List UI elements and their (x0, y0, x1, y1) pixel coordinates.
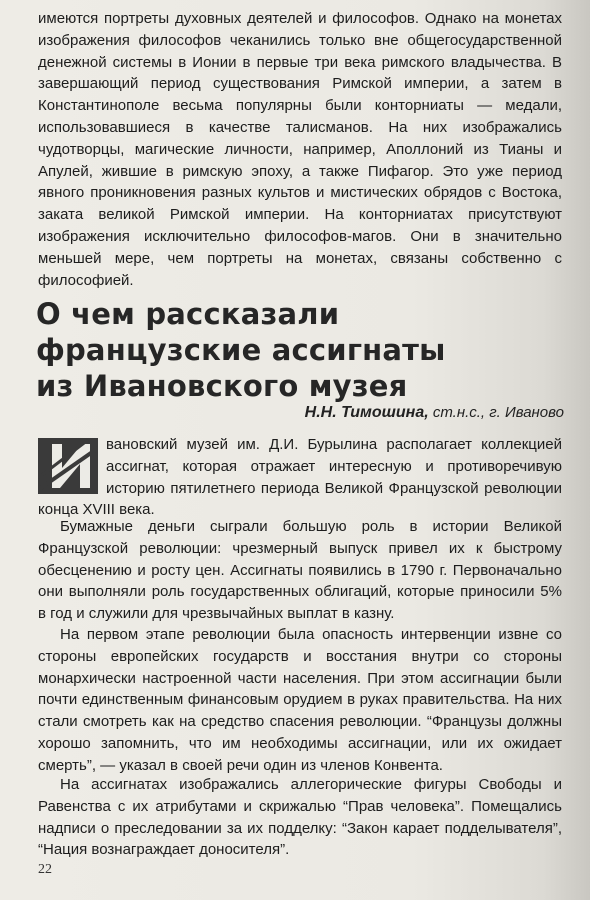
article-title (36, 296, 556, 404)
author-info: ст.н.с., г. Иваново (432, 404, 564, 421)
body-paragraph: На первом этапе революции была опасность интервенции извне со стороны европейских государств и восстания внутри со стороны монархически настроенной части населения. При этом ассигнации были почти единственным финансовым орудием в руках правительства. На них стали смотреть как на средство спасения революции. “Французы должны хорошо запомнить, что им необходимы ассигнации, или их ожидает смерть”, — указал в своей речи один из членов Конвента. (38, 626, 562, 774)
title-line: О чем рассказали (36, 297, 340, 331)
intro-paragraph: имеются портреты духовных деятелей и философов. Однако на монетах изображения философов чеканились только вне общегосударственной денежной системы в Ионии в первые три века римского владычества. В завершающий период существования Римской империи, а затем в Константинополе весьма популярны были конторниаты — медали, использовавшиеся в качестве талисманов. На них изображались чудотворцы, магические личности, например, Аполлоний из Тианы и Апулей, жившие в римскую эпоху, а также Пифагор. Это уже период явного проникновения разных культов и мистических обрядов с Востока, заката великой Римской империи. На конторниатах присутствуют изображения исключительно философов-магов. Они в значительно меньшей мере, чем портреты на монетах, связаны собственно с философией. (38, 10, 562, 289)
body-paragraph: Бумажные деньги сыграли большую роль в истории Великой Французской революции: чрезмерный выпуск привел их к быстрому обесценению и росту цен. Ассигнаты появились в 1790 г. Первоначально они выполняли роль государственных облигаций, которые приносили 5% в год и служили для чрезвычайных выплат в казну. (38, 518, 562, 623)
body-paragraph: На ассигнатах изображались аллегорические фигуры Свободы и Равенства с их атрибутами и скрижалью “Прав человека”. Помещались надписи о преследовании за их подделку: “Закон карает подделывателя”, “Нация вознаграждает доносителя”. (38, 776, 562, 859)
title-line: французские ассигнаты (36, 333, 446, 367)
title-line: из Ивановского музея (36, 369, 408, 403)
page-number: 22 (38, 862, 52, 877)
lead-paragraph: вановский музей им. Д.И. Бурылина располагает коллекцией ассигнат, которая отражает интересную и противоречивую историю пятилетнего периода Великой Французской революции конца XVIII века. (38, 436, 562, 519)
author-name: Н.Н. Тимошина, (304, 404, 429, 421)
byline (305, 404, 564, 422)
